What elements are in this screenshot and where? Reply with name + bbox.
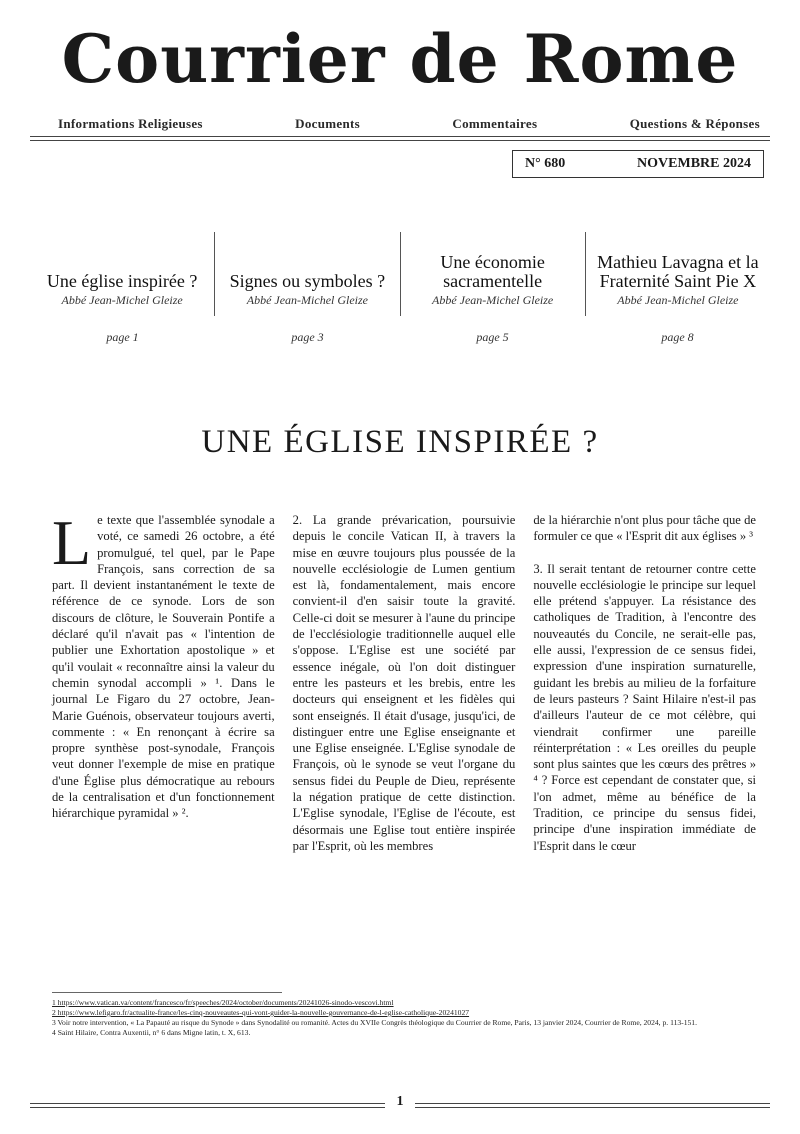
footnote-1[interactable]: 1 https://www.vatican.va/content/francesco/fr/speeches/2024/october/documents/20241026-sinodo-vescovi.html bbox=[52, 998, 394, 1007]
paragraph: 3. Il serait tentant de retourner contre cette nouvelle ecclésiologie le principe sur lequel elle prétend s'appuyer. La résistance des catholiques de Tradition, à l'encontre des nouveautés du Concile, ne serait-elle pas, elle aussi, l'expression de ce sensus fidei, expression d'une inspiration surnaturelle, guidant les brebis au milieu de la forfaiture de leurs pasteurs ? Saint Hilaire n'est-il pas d'ailleurs l'auteur de ce mot célèbre, qui viendrait confirmer une pareille réinterprétation : « Les oreilles du peuple sont plus saintes que les cœurs des prêtres » ⁴ ? Force est cependant de constater que, si l'on admet, même au bénéfice de la Tradition, ce principe du sensus fidei, principe d'une inspiration immédiate de l'Esprit dans le cœur bbox=[533, 561, 757, 853]
drop-cap: L bbox=[52, 507, 92, 578]
toc-author: Abbé Jean-Michel Gleize bbox=[431, 293, 554, 307]
footer-rule-right bbox=[415, 1103, 770, 1104]
toc-page-ref: page 3 bbox=[291, 330, 324, 344]
toc-author: Abbé Jean-Michel Gleize bbox=[246, 293, 369, 307]
article-column-2 bbox=[293, 512, 516, 980]
footnote-3: 3 Voir notre intervention, « La Papauté au risque du Synode » dans Synodalité ou romanité. Actes du XVIIe Congrès théologique du Courrier de Rome, Paris, 13 janvier 2024, Courrier de Rome, 2024, p. 113-151. bbox=[52, 1018, 697, 1027]
toc-item[interactable] bbox=[214, 232, 399, 316]
toc-item[interactable] bbox=[400, 232, 585, 316]
masthead-sections bbox=[58, 116, 760, 132]
paragraph: e texte que l'assemblée synodale a voté, ce samedi 26 octobre, a été promulgué, tel quel, par le Pape François, sans correction de sa part. Il devient instantanément le texte de référence de ce synode. Lors de son discours de clôture, le Souverain Pontife a déclaré qu'il n'avait pas « l'intention de publier une Exhortation apostolique » et qu'il voulait « reconnaître ainsi la valeur du chemin synodal accompli » ¹. Dans le journal Le Figaro du 27 octobre, Jean-Marie Guénois, observateur toujours averti, commente : « En renonçant à écrire sa propre synthèse post-synodale, François veut donner l'exemple de mise en pratique d'une Église plus démocratique au rebours de la centralisation et d'un fonctionnement hiérarchique pyramidal » ². bbox=[52, 513, 275, 821]
header-rule-bottom bbox=[30, 140, 770, 141]
footnote-2[interactable]: 2 https://www.lefigaro.fr/actualite-france/les-cinq-nouveautes-qui-vont-guider-la-nouvelle-gouvernance-de-l-eglise-catholique-20241027 bbox=[52, 1008, 470, 1017]
issue-number: N° 680 bbox=[525, 156, 566, 171]
footer-rule-right-2 bbox=[415, 1107, 770, 1108]
issue-date: NOVEMBRE 2024 bbox=[637, 156, 751, 171]
footnote-separator bbox=[52, 992, 282, 993]
page-number: 1 bbox=[396, 1094, 404, 1109]
toc-page-refs bbox=[30, 330, 770, 345]
section-commentaires: Commentaires bbox=[452, 116, 538, 131]
paragraph-spacer bbox=[533, 545, 756, 561]
paragraph: 2. La grande prévarication, poursuivie depuis le concile Vatican II, à travers la mise en œuvre toujours plus poussée de la nouvelle ecclésiologie de Lumen gentium est là, fondamentalement, mais encore convient-il d'en saisir toute la gravité. Celle-ci doit se mesurer à l'aune du principe de l'ecclésiologie traditionnelle auquel elle s'oppose. L'Eglise est une société par essence inégale, où l'on doit distinguer entre les pasteurs et les brebis, entre les docteurs qui enseignent et les fidèles qui sont enseignés. Il était d'usage, jusqu'ici, de distinguer entre une Eglise enseignante et une Eglise enseignée. L'Eglise synodale de François, où le synode se veut l'organe du sensus fidei du Peuple de Dieu, représente la négation pratique de cette distinction. L'Eglise synodale, l'Eglise de l'écoute, est désormais une Eglise tout entière inspirée par l'Esprit, où les membres bbox=[292, 513, 516, 853]
section-questions-reponses: Questions & Réponses bbox=[629, 116, 760, 131]
toc-title: Mathieu Lavagna et la Fraternité Saint Pie X bbox=[597, 252, 759, 291]
toc-page-ref: page 5 bbox=[476, 330, 509, 344]
toc-title: Une église inspirée ? bbox=[46, 271, 198, 291]
masthead-title: Courrier de Rome bbox=[61, 20, 739, 98]
toc-page-ref: page 1 bbox=[106, 330, 139, 344]
article-headline: UNE ÉGLISE INSPIRÉE ? bbox=[201, 424, 599, 460]
footer-rule-left-2 bbox=[30, 1107, 385, 1108]
toc-page-ref: page 8 bbox=[661, 330, 694, 344]
toc-author: Abbé Jean-Michel Gleize bbox=[617, 293, 739, 307]
article-column-3 bbox=[533, 512, 756, 980]
toc-title: Une économie sacramentelle bbox=[440, 252, 545, 291]
footnote-4: 4 Saint Hilaire, Contra Auxentii, n° 6 dans Migne latin, t. X, 613. bbox=[52, 1028, 251, 1037]
toc-item[interactable] bbox=[30, 232, 214, 316]
article-column-1 bbox=[52, 507, 275, 980]
section-documents: Documents bbox=[295, 116, 360, 131]
footnotes bbox=[52, 998, 756, 1038]
toc-title: Signes ou symboles ? bbox=[229, 271, 386, 291]
toc-author: Abbé Jean-Michel Gleize bbox=[61, 293, 183, 307]
table-of-contents bbox=[30, 232, 770, 316]
footer-rule-left bbox=[30, 1103, 385, 1104]
article-body bbox=[52, 507, 757, 980]
section-informations-religieuses: Informations Religieuses bbox=[58, 116, 203, 131]
toc-item[interactable] bbox=[585, 232, 770, 316]
issue-box bbox=[512, 150, 764, 178]
header-rule-top bbox=[30, 136, 770, 137]
paragraph: de la hiérarchie n'ont plus pour tâche que de formuler ce que « l'Esprit dit aux églises » ³ bbox=[533, 513, 757, 544]
